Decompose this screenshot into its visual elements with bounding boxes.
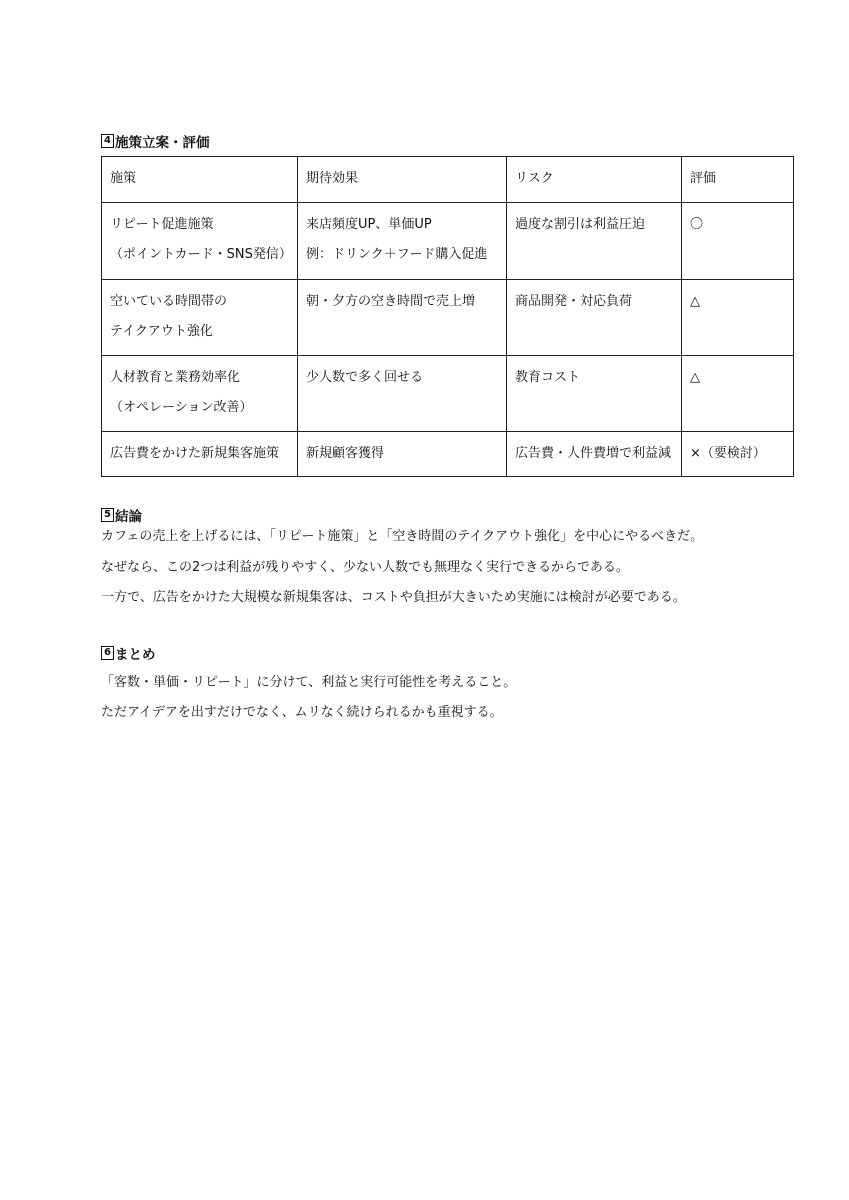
rating-value: △ — [690, 294, 700, 309]
summary-paragraph: 「客数・単価・リピート」に分けて、利益と実行可能性を考えること。 — [101, 675, 517, 690]
section-6-title: まとめ — [115, 647, 156, 663]
measure-line: リピート促進施策 — [110, 217, 214, 232]
effect-line: 新規顧客獲得 — [306, 446, 385, 461]
rating-cell — [682, 356, 794, 432]
effect-line: 例：ドリンク＋フード購入促進 — [306, 247, 488, 262]
effect-cell — [298, 280, 507, 356]
measure-line: 空いている時間帯の — [110, 294, 228, 309]
section-5-title: 結論 — [115, 509, 142, 525]
conclusion-paragraph: 一方で、広告をかけた大規模な新規集客は、コストや負担が大きいため実施には検討が必要である。 — [101, 590, 686, 605]
section-5-number: 5 — [101, 508, 114, 522]
measure-line: テイクアウト強化 — [110, 324, 213, 339]
measure-cell — [102, 356, 298, 432]
section-4-title: 施策立案・評価 — [115, 135, 210, 151]
risk-cell — [507, 432, 682, 477]
section-4-number: 4 — [101, 134, 114, 148]
measure-cell — [102, 432, 298, 477]
risk-line: 教育コスト — [515, 370, 581, 385]
effect-cell — [298, 203, 507, 280]
effect-cell — [298, 356, 507, 432]
rating-cell — [682, 280, 794, 356]
table-row — [102, 203, 794, 280]
rating-value: 〇 — [690, 217, 704, 232]
header-rating: 評価 — [682, 157, 794, 203]
summary-paragraph: ただアイデアを出すだけでなく、ムリなく続けられるかも重視する。 — [101, 705, 503, 720]
measure-line: （ポイントカード・SNS発信） — [110, 247, 292, 262]
rating-cell — [682, 432, 794, 477]
risk-cell — [507, 356, 682, 432]
section-5-heading — [101, 505, 142, 525]
effect-cell — [298, 432, 507, 477]
table-row — [102, 356, 794, 432]
measure-line: 人材教育と業務効率化 — [110, 370, 241, 385]
table-header-row — [102, 157, 794, 203]
measure-cell — [102, 280, 298, 356]
conclusion-paragraph: カフェの売上を上げるには、「リピート施策」と「空き時間のテイクアウト強化」を中心にやるべきだ。 — [101, 529, 704, 544]
effect-line: 来店頻度UP、単価UP — [306, 217, 432, 232]
header-effect: 期待効果 — [298, 157, 507, 203]
measure-line: 広告費をかけた新規集客施策 — [110, 446, 280, 461]
section-4-heading — [101, 131, 210, 151]
section-6-heading — [101, 643, 156, 663]
risk-line: 商品開発・対応負荷 — [515, 294, 633, 309]
risk-cell — [507, 203, 682, 280]
section-6-number: 6 — [101, 646, 114, 660]
rating-cell — [682, 203, 794, 280]
measure-cell — [102, 203, 298, 280]
header-risk: リスク — [507, 157, 682, 203]
effect-line: 少人数で多く回せる — [306, 370, 424, 385]
effect-line: 朝・夕方の空き時間で売上増 — [306, 294, 476, 309]
rating-value: ×（要検討） — [690, 446, 766, 461]
header-measure: 施策 — [102, 157, 298, 203]
risk-line: 過度な割引は利益圧迫 — [515, 217, 646, 232]
measures-table — [101, 156, 794, 477]
risk-line: 広告費・人件費増で利益減 — [515, 446, 672, 461]
measure-line: （オペレーション改善） — [110, 400, 253, 415]
conclusion-paragraph: なぜなら、この2つは利益が残りやすく、少ない人数でも無理なく実行できるからである。 — [101, 560, 629, 575]
table-row — [102, 280, 794, 356]
table-row — [102, 432, 794, 477]
risk-cell — [507, 280, 682, 356]
rating-value: △ — [690, 370, 700, 385]
